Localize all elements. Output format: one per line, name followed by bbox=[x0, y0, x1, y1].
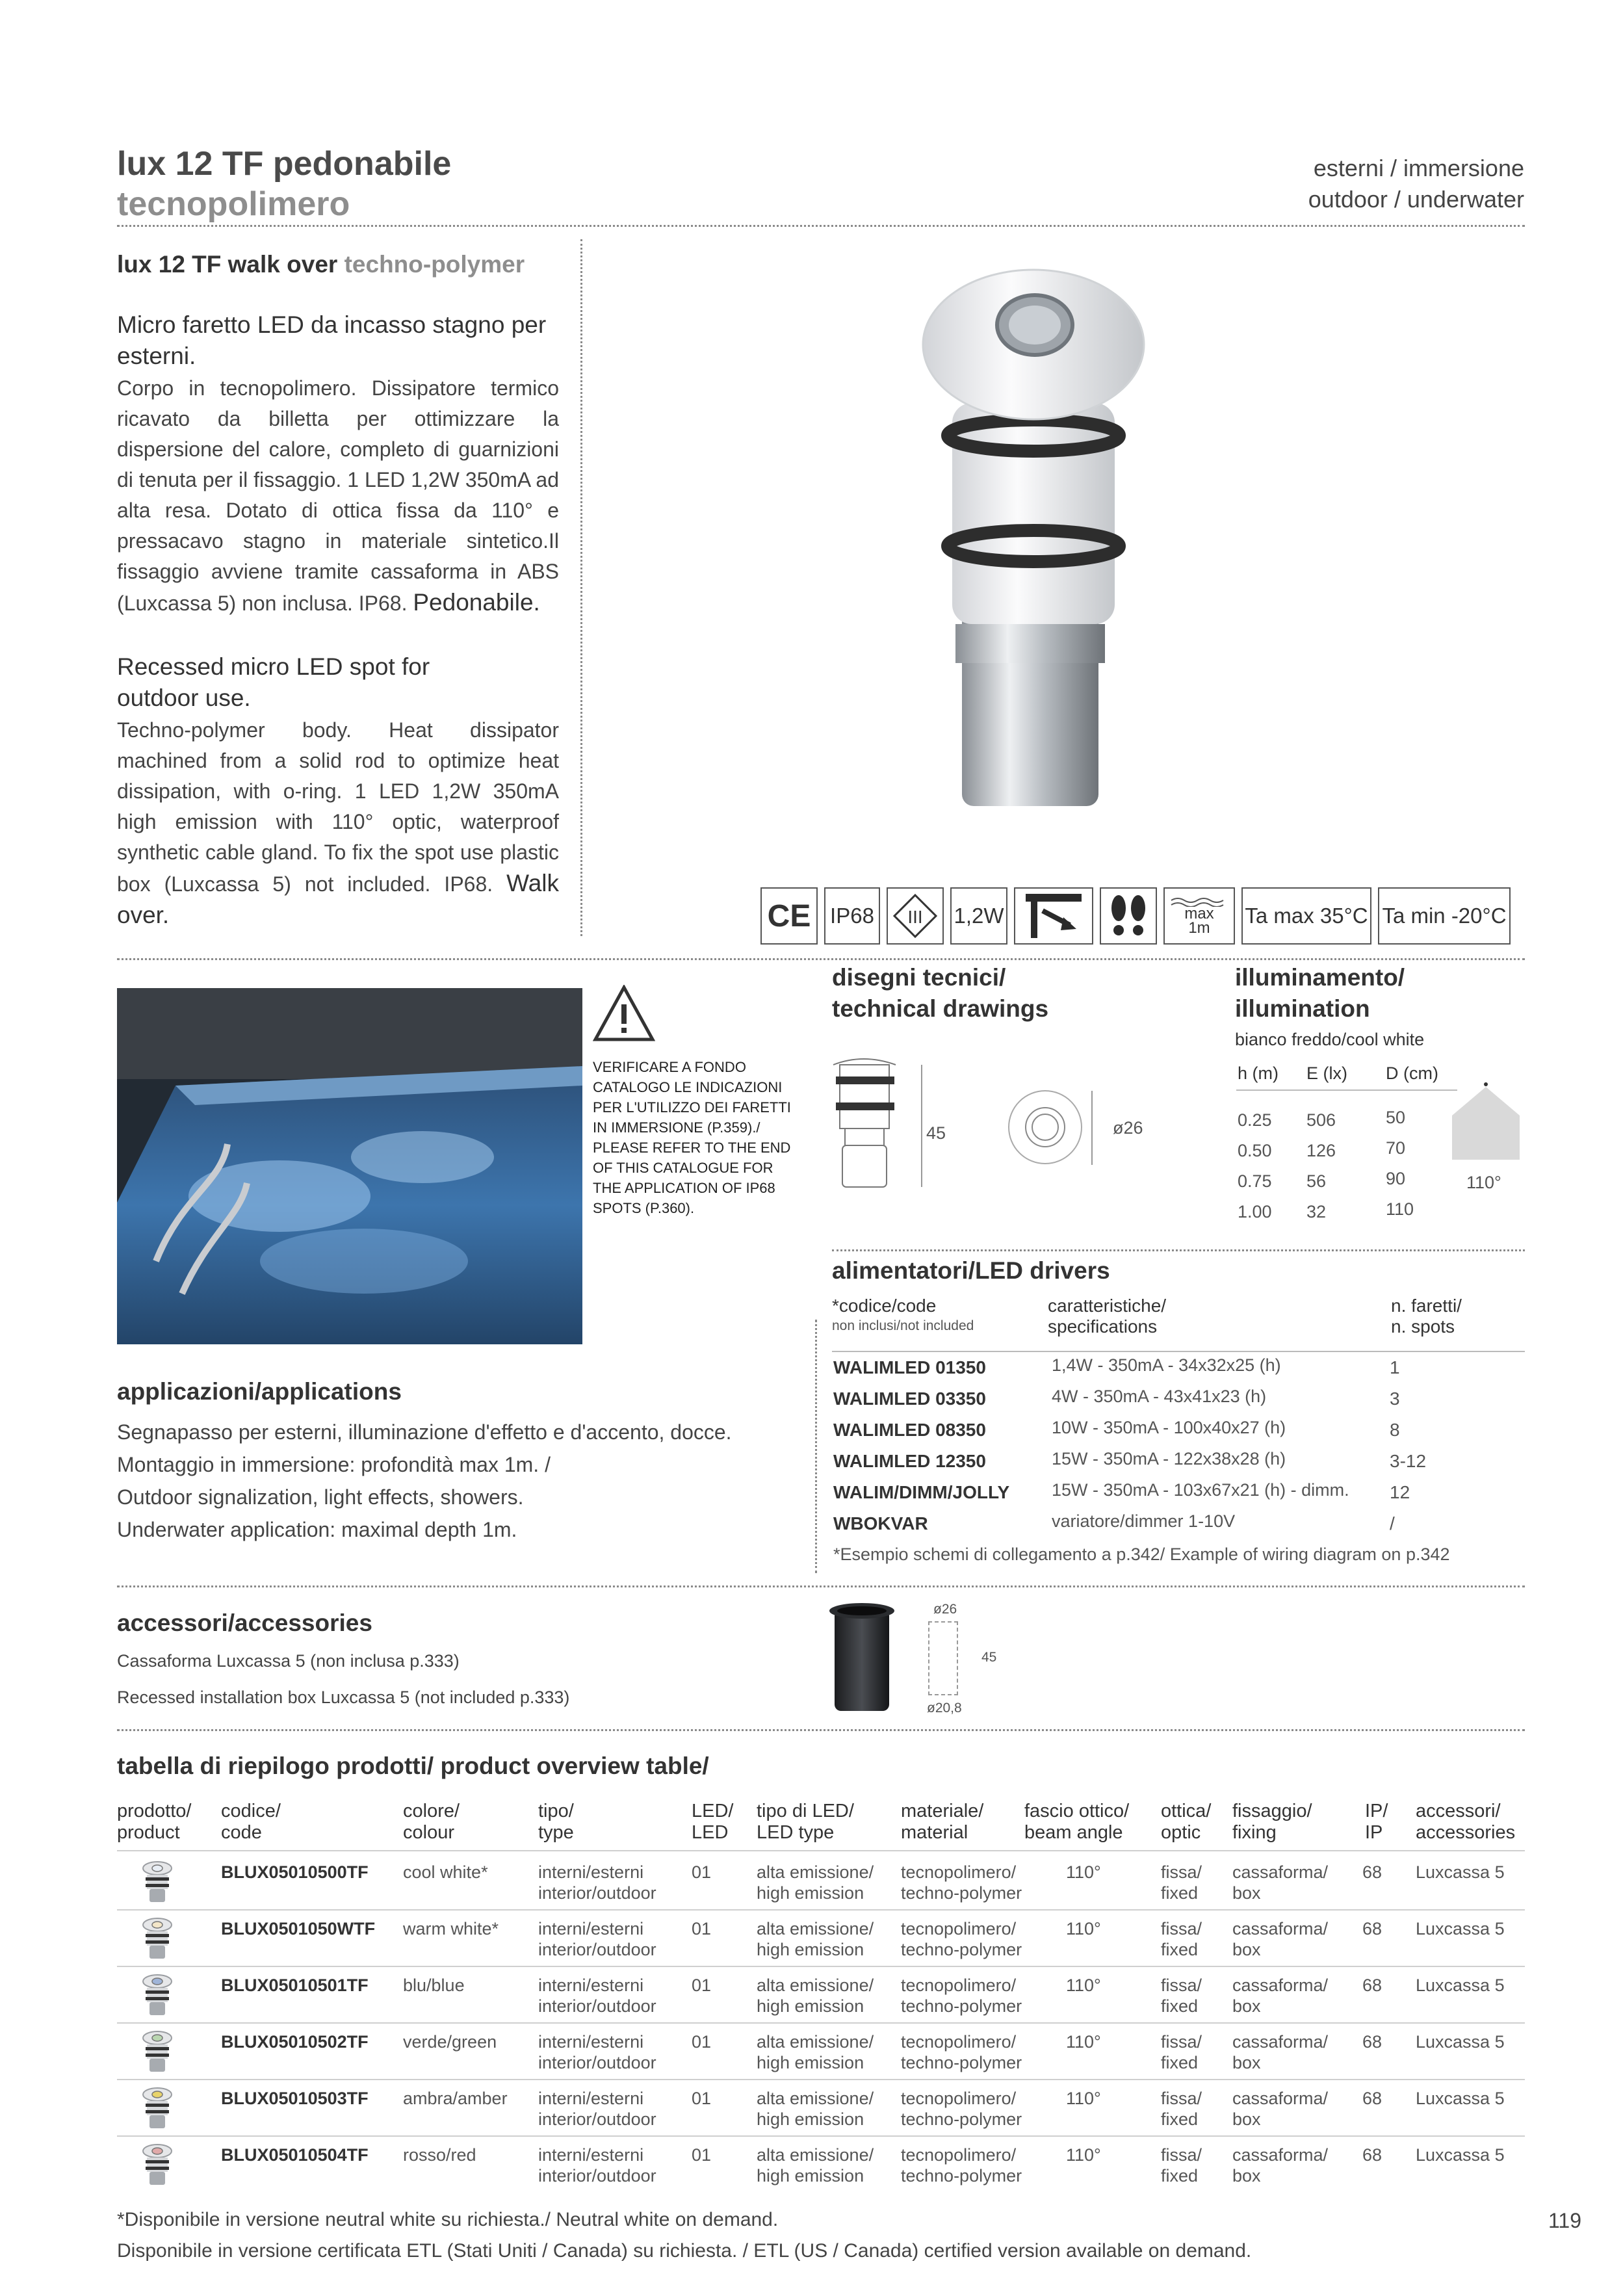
table-cell: warm white* bbox=[403, 1919, 499, 1938]
table-cell-line: techno-polymer bbox=[901, 2109, 1022, 2129]
table-cell: 68 bbox=[1362, 1862, 1383, 1882]
driver-spec-3: 10W - 350mA - 100x40x27 (h) bbox=[1052, 1418, 1286, 1437]
table-cell bbox=[538, 1918, 656, 1960]
table-cell: Luxcassa 5 bbox=[1416, 2032, 1505, 2052]
table-cell-code: BLUX0501050WTF bbox=[221, 1919, 376, 1938]
table-cell-line: tecnopolimero/ bbox=[901, 1919, 1017, 1938]
product-photo bbox=[884, 260, 1183, 832]
table-cell: 110° bbox=[1066, 2032, 1101, 2052]
driver-code-1: WALIMLED 01350 bbox=[833, 1357, 986, 1377]
table-cell: 68 bbox=[1362, 1919, 1383, 1938]
table-cell-line: alta emissione/ bbox=[757, 2145, 874, 2165]
description-en-body bbox=[117, 715, 559, 932]
table-cell: 68 bbox=[1362, 1976, 1383, 1995]
category-it: esterni / immersione bbox=[1313, 155, 1524, 181]
table-cell-line: high emission bbox=[757, 2166, 864, 2185]
recessed-install-icon bbox=[1024, 891, 1083, 941]
ce-badge: CE bbox=[760, 887, 818, 945]
table-cell: 68 bbox=[1362, 2145, 1383, 2165]
table-cell: verde/green bbox=[403, 2032, 497, 2052]
illum-col-h: h (m) bbox=[1238, 1063, 1279, 1083]
illum-d-1: 50 bbox=[1386, 1108, 1406, 1127]
table-row-divider bbox=[117, 2079, 1525, 2080]
luxcassa-dim-height: 45 bbox=[981, 1650, 997, 1665]
description-en-lead: Recessed micro LED spot for outdoor use. bbox=[117, 653, 430, 711]
table-cell bbox=[538, 2145, 656, 2186]
th-optic: ottica/ optic bbox=[1161, 1801, 1212, 1843]
table-cell bbox=[1232, 1918, 1328, 1960]
illum-h-4: 1.00 bbox=[1238, 1202, 1272, 1221]
max-depth-value: 1m bbox=[1188, 919, 1210, 937]
illumination-subtitle: bianco freddo/cool white bbox=[1235, 1030, 1425, 1049]
table-cell: 01 bbox=[692, 2089, 712, 2108]
illum-e-1: 506 bbox=[1306, 1110, 1336, 1130]
table-cell-line: interni/esterni bbox=[538, 1919, 644, 1938]
drivers-note: *Esempio schemi di collegamento a p.342/ Example of wiring diagram on p.342 bbox=[833, 1545, 1450, 1564]
illum-col-e: E (lx) bbox=[1306, 1063, 1347, 1083]
pool-photo bbox=[117, 988, 582, 1344]
drivers-divider bbox=[832, 1249, 1525, 1251]
driver-spec-6: variatore/dimmer 1-10V bbox=[1052, 1511, 1236, 1531]
table-cell-line: alta emissione/ bbox=[757, 1976, 874, 1995]
driver-code-5: WALIM/DIMM/JOLLY bbox=[833, 1482, 1010, 1502]
header-divider bbox=[117, 225, 1525, 227]
illumination-title-it: illuminamento/ bbox=[1235, 964, 1405, 991]
table-cell bbox=[538, 2031, 656, 2073]
table-cell: 110° bbox=[1066, 1976, 1101, 1995]
front-view-drawing bbox=[1006, 1087, 1097, 1171]
table-cell bbox=[757, 2031, 874, 2073]
description-it-lead: Micro faretto LED da incasso stagno per esterni. bbox=[117, 311, 547, 369]
power-badge: 1,2W bbox=[950, 887, 1007, 945]
product-subtitle: tecnopolimero bbox=[117, 185, 350, 223]
table-cell bbox=[757, 1975, 874, 2016]
table-cell-line: box bbox=[1232, 1883, 1261, 1903]
table-cell: 110° bbox=[1066, 1919, 1101, 1938]
driver-spec-5: 15W - 350mA - 103x67x21 (h) - dimm. bbox=[1052, 1480, 1349, 1500]
table-cell bbox=[757, 1918, 874, 1960]
product-thumbnail-icon bbox=[138, 1859, 177, 1905]
table-row-divider bbox=[117, 1966, 1525, 1967]
ta-min-badge: Ta min -20°C bbox=[1378, 887, 1511, 945]
table-cell-line: cassaforma/ bbox=[1232, 1919, 1329, 1938]
applications-line-2: Montaggio in immersione: profondità max 1m. / bbox=[117, 1453, 551, 1476]
driver-spec-1: 1,4W - 350mA - 34x32x25 (h) bbox=[1052, 1355, 1281, 1375]
table-cell: 110° bbox=[1066, 2089, 1101, 2108]
table-cell-code: BLUX05010503TF bbox=[221, 2089, 369, 2108]
table-cell-line: interior/outdoor bbox=[538, 1883, 656, 1903]
product-name-en-light: techno-polymer bbox=[344, 251, 525, 278]
drawing-diameter: ø26 bbox=[1113, 1118, 1143, 1138]
table-cell-line: box bbox=[1232, 1940, 1261, 1959]
illum-h-2: 0.50 bbox=[1238, 1141, 1272, 1160]
th-colour: colore/ colour bbox=[403, 1801, 460, 1843]
driver-spots-2: 3 bbox=[1390, 1389, 1400, 1409]
drivers-col-code-note: non inclusi/not included bbox=[832, 1318, 974, 1333]
driver-spec-2: 4W - 350mA - 43x41x23 (h) bbox=[1052, 1387, 1267, 1406]
table-cell: ambra/amber bbox=[403, 2089, 508, 2108]
table-cell-line: interior/outdoor bbox=[538, 2053, 656, 2072]
illum-d-4: 110 bbox=[1386, 1199, 1414, 1219]
drivers-col-spec-it: caratteristiche/ bbox=[1048, 1296, 1167, 1316]
applications-line-1: Segnapasso per esterni, illuminazione d'effetto e d'accento, docce. bbox=[117, 1420, 732, 1444]
table-cell: Luxcassa 5 bbox=[1416, 1862, 1505, 1882]
table-cell-line: alta emissione/ bbox=[757, 1919, 874, 1938]
table-cell bbox=[901, 1975, 1022, 2016]
table-cell: 68 bbox=[1362, 2032, 1383, 2052]
table-row-divider bbox=[117, 2022, 1525, 2024]
recessed-install-badge bbox=[1014, 887, 1093, 945]
luxcassa-outline-drawing bbox=[928, 1621, 958, 1695]
table-cell-line: interior/outdoor bbox=[538, 2109, 656, 2129]
table-cell bbox=[538, 1975, 656, 2016]
table-cell: blu/blue bbox=[403, 1976, 465, 1995]
class-iii-badge bbox=[887, 887, 944, 945]
description-it-body bbox=[117, 373, 559, 619]
table-cell-line: fixed bbox=[1161, 2166, 1199, 2185]
table-cell-line: fixed bbox=[1161, 2053, 1199, 2072]
table-cell: cool white* bbox=[403, 1862, 488, 1882]
table-cell-line: alta emissione/ bbox=[757, 2089, 874, 2108]
drivers-col-spec bbox=[1048, 1296, 1166, 1337]
table-cell bbox=[901, 2088, 1022, 2130]
table-cell-line: interni/esterni bbox=[538, 2089, 644, 2108]
table-cell bbox=[757, 2088, 874, 2130]
warning-text: VERIFICARE A FONDO CATALOGO LE INDICAZIONI PER L'UTILIZZO DEI FARETTI IN IMMERSIONE (P.359)./ PLEASE REFER TO THE END OF THIS CATALOGUE FOR THE APPLICATION OF IP68 SPOTS (P.360). bbox=[593, 1059, 791, 1216]
table-cell-line: fissa/ bbox=[1161, 2032, 1202, 2052]
product-thumbnail-icon bbox=[138, 2085, 177, 2131]
th-accessories: accessori/ accessories bbox=[1416, 1801, 1516, 1843]
illum-e-2: 126 bbox=[1306, 1141, 1336, 1160]
table-divider bbox=[117, 1729, 1525, 1731]
drawings-title-en: technical drawings bbox=[832, 995, 1049, 1022]
applications-line-3: Outdoor signalization, light effects, showers. bbox=[117, 1485, 524, 1509]
product-title: lux 12 TF pedonabile bbox=[117, 145, 452, 183]
table-cell-line: tecnopolimero/ bbox=[901, 2089, 1017, 2108]
table-cell-line: techno-polymer bbox=[901, 1940, 1022, 1959]
footer-note-1: *Disponibile in versione neutral white su richiesta./ Neutral white on demand. bbox=[117, 2209, 779, 2230]
th-ip: IP/ IP bbox=[1365, 1801, 1388, 1843]
table-cell-line: techno-polymer bbox=[901, 2053, 1022, 2072]
product-name-en-bold: lux 12 TF walk over bbox=[117, 251, 338, 278]
table-header-line bbox=[117, 1850, 1525, 1851]
accessories-title: accessori/accessories bbox=[117, 1610, 372, 1636]
table-cell bbox=[1232, 2031, 1328, 2073]
table-cell-line: interni/esterni bbox=[538, 1976, 644, 1995]
table-cell-line: fissa/ bbox=[1161, 1919, 1202, 1938]
table-cell-line: cassaforma/ bbox=[1232, 1862, 1329, 1882]
max-depth-label: max bbox=[1184, 905, 1214, 922]
table-cell bbox=[901, 1918, 1022, 1960]
illum-e-4: 32 bbox=[1306, 1202, 1327, 1221]
drivers-col-code: *codice/code bbox=[832, 1296, 937, 1316]
drivers-col-spots bbox=[1391, 1296, 1462, 1337]
table-cell-line: box bbox=[1232, 1996, 1261, 2016]
product-thumbnail-icon bbox=[138, 1972, 177, 2018]
table-cell-line: high emission bbox=[757, 2109, 864, 2129]
beam-cone-icon bbox=[1447, 1079, 1525, 1164]
mid-divider bbox=[117, 958, 1525, 960]
product-thumbnail-icon bbox=[138, 2029, 177, 2074]
th-type: tipo/ type bbox=[538, 1801, 574, 1843]
table-cell bbox=[901, 2145, 1022, 2186]
accessories-line-2: Recessed installation box Luxcassa 5 (not included p.333) bbox=[117, 1688, 570, 1707]
table-cell-code: BLUX05010502TF bbox=[221, 2032, 369, 2052]
table-cell: 01 bbox=[692, 1862, 712, 1882]
driver-spec-4: 15W - 350mA - 122x38x28 (h) bbox=[1052, 1449, 1286, 1468]
applications-text bbox=[117, 1416, 732, 1546]
driver-spots-3: 8 bbox=[1390, 1420, 1400, 1440]
table-cell-line: techno-polymer bbox=[901, 1883, 1022, 1903]
table-cell-code: BLUX05010504TF bbox=[221, 2145, 369, 2165]
table-cell: rosso/red bbox=[403, 2145, 476, 2165]
th-code: codice/ code bbox=[221, 1801, 281, 1843]
hex-nut bbox=[955, 624, 1105, 663]
table-row-divider bbox=[117, 2135, 1525, 2137]
table-cell-line: tecnopolimero/ bbox=[901, 1976, 1017, 1995]
table-cell: 01 bbox=[692, 1919, 712, 1938]
table-cell-line: cassaforma/ bbox=[1232, 2145, 1329, 2165]
description-en-text: Techno-polymer body. Heat dissipator machined from a solid rod to optimize heat dissipation, with o-ring. 1 LED 1,2W 350mA high emission with 110° optic, waterproof synthetic cable gland. To fix the spot use plastic box (Luxcassa 5) not included. IP68. bbox=[117, 718, 559, 896]
th-product: prodotto/ product bbox=[117, 1801, 192, 1843]
illum-d-3: 90 bbox=[1386, 1169, 1406, 1188]
table-cell-line: box bbox=[1232, 2053, 1261, 2072]
table-cell-line: interior/outdoor bbox=[538, 2166, 656, 2185]
table-cell: Luxcassa 5 bbox=[1416, 1976, 1505, 1995]
table-cell-line: fixed bbox=[1161, 1940, 1199, 1959]
table-cell-line: fissa/ bbox=[1161, 1976, 1202, 1995]
drivers-title: alimentatori/LED drivers bbox=[832, 1257, 1110, 1284]
table-cell-line: tecnopolimero/ bbox=[901, 1862, 1017, 1882]
table-cell-line: alta emissione/ bbox=[757, 2032, 874, 2052]
category-en: outdoor / underwater bbox=[1308, 186, 1524, 213]
drawing-height: 45 bbox=[926, 1123, 946, 1143]
table-cell bbox=[538, 2088, 656, 2130]
illumination-title-en: illumination bbox=[1235, 995, 1370, 1022]
table-cell bbox=[538, 1862, 656, 1903]
illum-header-line bbox=[1236, 1089, 1457, 1091]
lens bbox=[1009, 306, 1061, 345]
table-cell bbox=[1232, 1975, 1328, 2016]
luxcassa-dim-bottom: ø20,8 bbox=[927, 1701, 962, 1715]
svg-text:III: III bbox=[907, 907, 923, 927]
footprints-icon bbox=[1106, 891, 1151, 941]
table-cell: 01 bbox=[692, 1976, 712, 1995]
driver-spots-6: / bbox=[1390, 1513, 1395, 1533]
table-cell bbox=[1232, 1862, 1328, 1903]
table-title: tabella di riepilogo prodotti/ product overview table/ bbox=[117, 1753, 709, 1779]
table-cell bbox=[1161, 1918, 1202, 1960]
table-cell-line: fissa/ bbox=[1161, 2145, 1202, 2165]
product-thumbnail-icon bbox=[138, 1916, 177, 1961]
table-cell-line: high emission bbox=[757, 2053, 864, 2072]
illum-d-2: 70 bbox=[1386, 1138, 1406, 1158]
th-fixing: fissaggio/ fixing bbox=[1232, 1801, 1312, 1843]
table-cell-line: interni/esterni bbox=[538, 1862, 644, 1882]
table-cell: 01 bbox=[692, 2145, 712, 2165]
table-cell-line: tecnopolimero/ bbox=[901, 2145, 1017, 2165]
max-depth-badge bbox=[1163, 887, 1235, 945]
table-cell-line: cassaforma/ bbox=[1232, 2089, 1329, 2108]
drawings-title bbox=[832, 962, 1048, 1024]
driver-code-2: WALIMLED 03350 bbox=[833, 1389, 986, 1409]
ip68-badge: IP68 bbox=[824, 887, 880, 945]
accessories-line-1: Cassaforma Luxcassa 5 (non inclusa p.333) bbox=[117, 1651, 460, 1671]
illum-e-3: 56 bbox=[1306, 1171, 1327, 1191]
page-number: 119 bbox=[1548, 2209, 1582, 2232]
table-cell-line: fissa/ bbox=[1161, 2089, 1202, 2108]
table-cell-line: interni/esterni bbox=[538, 2145, 644, 2165]
description-it-text: Corpo in tecnopolimero. Dissipatore termico ricavato da billetta per ottimizzare la dispersione del calore, completo di guarnizioni di tenuta per il fissaggio. 1 LED 1,2W 350mA ad alta resa. Dotato di ottica fissa da 110° e pressacavo stagno in materiale sintetico.Il fissaggio avviene tramite cassaforma in ABS (Luxcassa 5) non inclusa. IP68. bbox=[117, 376, 559, 615]
drivers-col-spots-it: n. faretti/ bbox=[1391, 1296, 1462, 1316]
ta-max-badge: Ta max 35°C bbox=[1241, 887, 1371, 945]
table-cell bbox=[901, 1862, 1022, 1903]
drawings-title-it: disegni tecnici/ bbox=[832, 964, 1006, 991]
footer-note-2: Disponibile in versione certificata ETL (Stati Uniti / Canada) su richiesta. / ETL (US / Canada) certified version available on demand. bbox=[117, 2240, 1252, 2262]
description-it-tail: Pedonabile. bbox=[413, 589, 540, 616]
table-cell-line: cassaforma/ bbox=[1232, 2032, 1329, 2052]
table-cell bbox=[1161, 2145, 1202, 2186]
table-cell-line: interni/esterni bbox=[538, 2032, 644, 2052]
table-cell bbox=[1161, 1862, 1202, 1903]
table-cell-line: box bbox=[1232, 2166, 1261, 2185]
illumination-title bbox=[1235, 962, 1405, 1024]
driver-spots-1: 1 bbox=[1390, 1357, 1400, 1377]
table-cell: Luxcassa 5 bbox=[1416, 2089, 1505, 2108]
table-cell bbox=[1161, 2088, 1202, 2130]
table-cell-line: fixed bbox=[1161, 1883, 1199, 1903]
table-cell-line: high emission bbox=[757, 1996, 864, 2016]
side-view-drawing bbox=[831, 1053, 935, 1203]
table-cell bbox=[1232, 2088, 1328, 2130]
table-cell bbox=[1161, 2031, 1202, 2073]
table-cell: 110° bbox=[1066, 2145, 1101, 2165]
applications-title: applicazioni/applications bbox=[117, 1378, 402, 1405]
driver-spots-5: 12 bbox=[1390, 1482, 1410, 1502]
table-cell-line: high emission bbox=[757, 1883, 864, 1903]
th-led-type: tipo di LED/ LED type bbox=[757, 1801, 854, 1843]
th-material: materiale/ material bbox=[901, 1801, 984, 1843]
driver-spots-4: 3-12 bbox=[1390, 1451, 1427, 1471]
table-cell bbox=[1161, 1975, 1202, 2016]
th-led: LED/ LED bbox=[692, 1801, 734, 1843]
table-cell: 110° bbox=[1066, 1862, 1101, 1882]
driver-code-3: WALIMLED 08350 bbox=[833, 1420, 986, 1440]
description-en-tail: Walk over. bbox=[117, 870, 560, 928]
table-cell-code: BLUX05010500TF bbox=[221, 1862, 369, 1882]
walk-over-badge bbox=[1100, 887, 1157, 945]
th-beam: fascio ottico/ beam angle bbox=[1024, 1801, 1130, 1843]
driver-code-6: WBOKVAR bbox=[833, 1513, 928, 1533]
table-cell-code: BLUX05010501TF bbox=[221, 1976, 369, 1995]
illum-h-3: 0.75 bbox=[1238, 1171, 1272, 1191]
table-cell-line: fissa/ bbox=[1161, 1862, 1202, 1882]
table-cell bbox=[901, 2031, 1022, 2073]
table-cell bbox=[757, 1862, 874, 1903]
table-cell: 01 bbox=[692, 2032, 712, 2052]
table-row-divider bbox=[117, 1909, 1525, 1911]
table-cell-line: cassaforma/ bbox=[1232, 1976, 1329, 1995]
table-cell-line: alta emissione/ bbox=[757, 1862, 874, 1882]
accessories-divider bbox=[117, 1585, 1525, 1587]
drivers-header-line bbox=[832, 1351, 1525, 1352]
product-name-en bbox=[117, 251, 525, 278]
table-cell bbox=[757, 2145, 874, 2186]
table-cell-line: interior/outdoor bbox=[538, 1996, 656, 2016]
luxcassa-photo bbox=[825, 1599, 897, 1716]
table-cell: Luxcassa 5 bbox=[1416, 1919, 1505, 1938]
driver-code-4: WALIMLED 12350 bbox=[833, 1451, 986, 1471]
description-vertical-divider bbox=[580, 239, 582, 936]
applications-line-4: Underwater application: maximal depth 1m. bbox=[117, 1518, 517, 1541]
table-cell bbox=[1232, 2145, 1328, 2186]
illum-h-1: 0.25 bbox=[1238, 1110, 1272, 1130]
luxcassa-dim-top: ø26 bbox=[933, 1602, 957, 1617]
table-cell-line: techno-polymer bbox=[901, 2166, 1022, 2185]
drivers-col-spots-en: n. spots bbox=[1391, 1316, 1455, 1337]
table-cell-line: techno-polymer bbox=[901, 1996, 1022, 2016]
illum-col-d: D (cm) bbox=[1386, 1063, 1438, 1083]
class-iii-icon bbox=[892, 893, 938, 939]
drivers-col-spec-en: specifications bbox=[1048, 1316, 1158, 1337]
warning-icon bbox=[593, 985, 655, 1042]
table-cell-line: fixed bbox=[1161, 2109, 1199, 2129]
table-cell-line: fixed bbox=[1161, 1996, 1199, 2016]
table-cell-line: box bbox=[1232, 2109, 1261, 2129]
table-cell-line: interior/outdoor bbox=[538, 1940, 656, 1959]
table-cell: 68 bbox=[1362, 2089, 1383, 2108]
body-cylinder bbox=[952, 403, 1115, 624]
table-cell-line: tecnopolimero/ bbox=[901, 2032, 1017, 2052]
beam-angle-label: 110° bbox=[1466, 1173, 1501, 1192]
table-cell-line: high emission bbox=[757, 1940, 864, 1959]
product-thumbnail-icon bbox=[138, 2142, 177, 2187]
table-cell: Luxcassa 5 bbox=[1416, 2145, 1505, 2165]
drivers-vertical-divider bbox=[815, 1320, 817, 1573]
